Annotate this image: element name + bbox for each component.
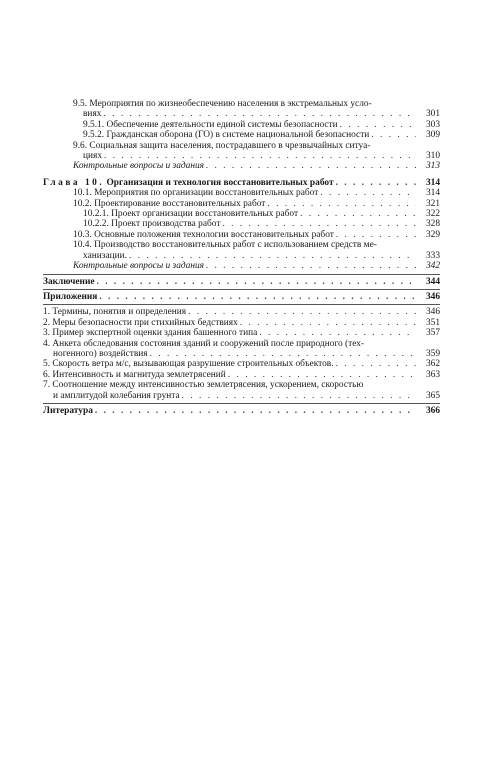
toc-entry-text: 10.2.1. Проект организации восстановительных работ [83, 209, 299, 220]
toc-entry-questions-10[interactable] [43, 261, 440, 271]
toc-entry-text: 9.5. Мероприятия по жизнеобеспечению населения в экстремальных усло- [73, 99, 372, 109]
toc-entry-text: Контрольные вопросы и задания [73, 161, 205, 172]
toc-entry-text: 10.3. Основные положения технологии восстановительных работ [73, 229, 334, 240]
leader-dots [95, 406, 416, 416]
table-of-contents [43, 99, 440, 416]
toc-page-number: 328 [425, 219, 440, 230]
toc-page-number: 366 [425, 405, 440, 416]
toc-appendix-3[interactable] [43, 328, 440, 338]
toc-entry-10-3[interactable] [43, 230, 440, 240]
leader-dots [228, 370, 416, 380]
toc-page-number: 363 [425, 369, 440, 380]
leader-dots [259, 328, 416, 338]
leader-dots [103, 109, 416, 119]
toc-entry-10-2-2[interactable] [43, 219, 440, 229]
toc-entry-text: 5. Скорость ветра м/с, вызывающая разрушение строительных объектов. [43, 359, 334, 370]
toc-entry-questions-9[interactable] [43, 161, 440, 171]
toc-page-number: 321 [425, 198, 440, 209]
leader-dots [129, 251, 416, 261]
toc-entry-text: виях [83, 109, 102, 120]
toc-entry-10-4[interactable] [43, 240, 440, 261]
toc-entry-text: 10.2.2. Проект производства работ [83, 219, 221, 230]
toc-entry-text: и амплитудой колебания грунта [53, 390, 180, 401]
leader-dots [336, 178, 416, 188]
leader-dots [300, 209, 416, 219]
toc-page-number: 357 [425, 328, 440, 339]
chapter-prefix: Глава 10. [43, 177, 105, 188]
toc-appendix-1[interactable] [43, 307, 440, 317]
toc-entry-text: 7. Соотношение между интенсивностью землетрясения, ускорением, скоростью [43, 380, 364, 391]
toc-page-number: 303 [425, 119, 440, 130]
toc-page-number: 359 [425, 348, 440, 359]
toc-entry-conclusion[interactable] [43, 277, 440, 287]
toc-entry-text: 2. Меры безопасности при стихийных бедствиях [43, 317, 238, 328]
leader-dots [336, 230, 416, 240]
toc-entry-9-6[interactable] [43, 141, 440, 162]
toc-entry-text: Заключение [43, 276, 95, 287]
toc-entry-10-2-1[interactable] [43, 209, 440, 219]
toc-appendix-4[interactable] [43, 339, 440, 360]
toc-entry-text: ханизации. [83, 250, 128, 261]
divider [43, 274, 440, 275]
leader-dots [340, 120, 416, 130]
toc-entry-text: 10.1. Мероприятия по организации восстановительных работ [73, 188, 319, 199]
toc-entry-text: 9.6. Социальная защита населения, пострадавшего в чрезвычайных ситуа- [73, 140, 371, 151]
leader-dots [182, 391, 416, 401]
toc-entry-literature[interactable] [43, 406, 440, 416]
toc-page-number: 342 [425, 261, 440, 272]
leader-dots [188, 307, 416, 317]
toc-entry-text: 3. Пример экспертной оценки здания башенного типа [43, 328, 258, 339]
toc-appendix-6[interactable] [43, 370, 440, 380]
toc-page-number: 309 [425, 130, 440, 141]
toc-appendix-5[interactable] [43, 359, 440, 369]
toc-page-number: 310 [425, 151, 440, 162]
divider [43, 304, 440, 305]
divider [43, 403, 440, 404]
toc-entry-10-2[interactable] [43, 199, 440, 209]
toc-entry-text: 10.4. Производство восстановительных работ с использованием средств ме- [73, 240, 377, 251]
leader-dots [320, 188, 416, 198]
leader-dots [104, 151, 416, 161]
leader-dots [206, 261, 416, 271]
toc-page-number: 346 [425, 291, 440, 302]
leader-dots [150, 349, 416, 359]
toc-page-number: 351 [425, 317, 440, 328]
toc-page-number: 365 [425, 390, 440, 401]
leader-dots [371, 130, 416, 140]
toc-page-number: 313 [425, 161, 440, 172]
toc-page-number: 314 [425, 188, 440, 199]
toc-entry-text: ногенного) воздействия [53, 348, 148, 359]
toc-entry-text: 9.5.1. Обеспечение деятельности единой системы безопасности [83, 119, 338, 130]
toc-entry-text: циях [83, 151, 103, 162]
toc-entry-text: 9.5.2. Гражданская оборона (ГО) в системе национальной безопасности [83, 130, 370, 141]
toc-page-number: 344 [425, 276, 440, 287]
toc-entry-appendices[interactable] [43, 292, 440, 302]
toc-entry-text: 6. Интенсивность и магнитуда землетрясений [43, 369, 226, 380]
toc-page-number: 346 [425, 307, 440, 318]
toc-page-number: 329 [425, 229, 440, 240]
toc-entry-text: 10.2. Проектирование восстановительных работ [73, 198, 266, 209]
toc-entry-9-5[interactable] [43, 99, 440, 120]
chapter-title: Организация и технология восстановительных работ [106, 177, 334, 188]
leader-dots [97, 277, 416, 287]
leader-dots [222, 219, 416, 229]
leader-dots [206, 161, 416, 171]
leader-dots [240, 318, 416, 328]
toc-entry-text: 4. Анкета обследования состояния зданий и сооружений после природного (тех- [43, 338, 365, 349]
toc-entry-9-5-1[interactable] [43, 120, 440, 130]
toc-page-number: 301 [425, 109, 440, 120]
toc-page-number: 333 [425, 250, 440, 261]
toc-entry-text: Приложения [43, 291, 98, 302]
toc-chapter-10[interactable] [43, 178, 440, 188]
leader-dots [99, 292, 416, 302]
toc-entry-text: 1. Термины, понятия и определения [43, 307, 187, 318]
leader-dots [267, 199, 416, 209]
divider [43, 289, 440, 290]
toc-entry-text: Литература [43, 405, 93, 416]
toc-page-number: 314 [425, 177, 440, 188]
toc-page-number: 362 [425, 359, 440, 370]
toc-page-number: 322 [425, 209, 440, 220]
toc-entry-9-5-2[interactable] [43, 130, 440, 140]
toc-appendix-2[interactable] [43, 318, 440, 328]
toc-entry-10-1[interactable] [43, 188, 440, 198]
toc-appendix-7[interactable] [43, 380, 440, 401]
toc-entry-text: Контрольные вопросы и задания [73, 261, 205, 272]
leader-dots [336, 359, 416, 369]
